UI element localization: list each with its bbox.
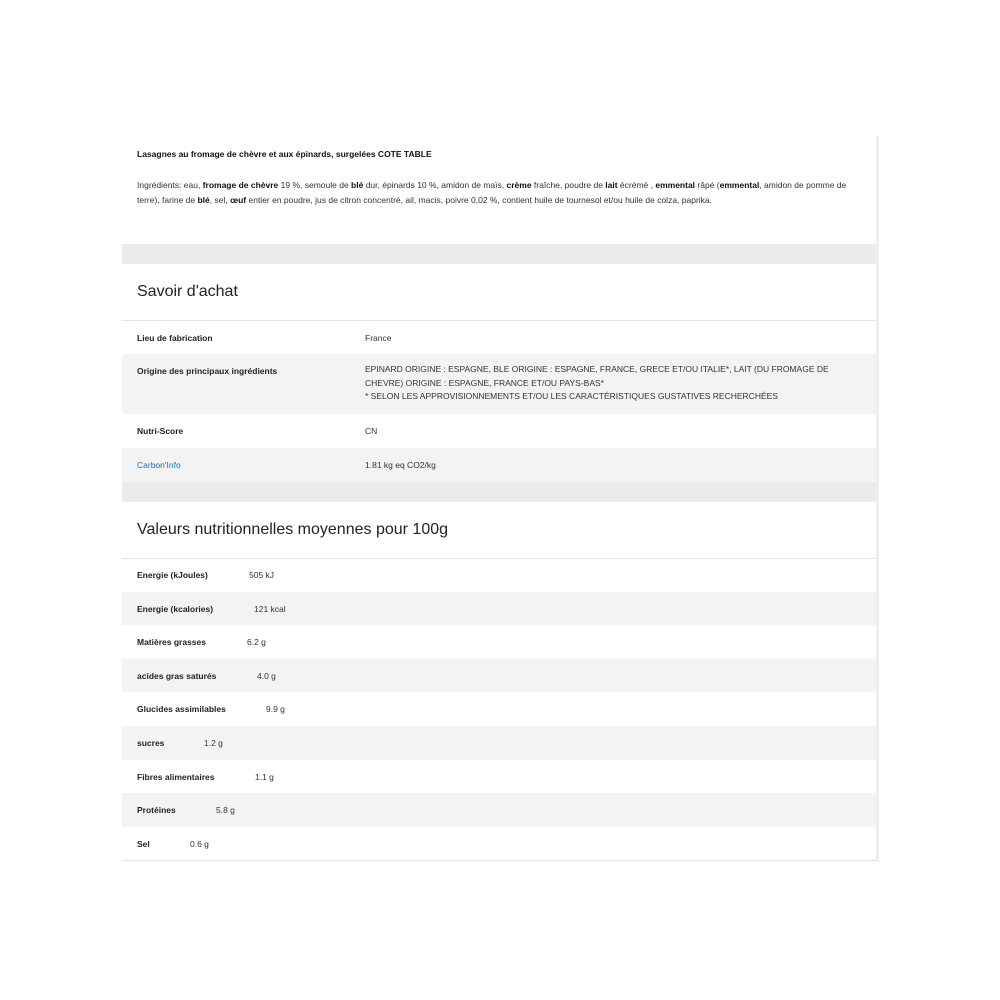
product-description — [122, 136, 876, 244]
savoir-row-label: Origine des principaux ingrédients — [137, 366, 278, 376]
allergen-ingredient: blé — [351, 180, 364, 190]
savoir-row-carboninfo — [122, 448, 876, 482]
ingredient-text: écrémé , — [617, 180, 656, 190]
savoir-row-value — [365, 363, 835, 404]
nutrition-row — [122, 659, 876, 693]
nutrition-row — [122, 592, 876, 626]
ingredient-text: , amidon de pomme de terre), farine de — [137, 180, 847, 205]
ingredients-label: Ingrédients: — [137, 180, 184, 190]
nutrition-row — [122, 692, 876, 726]
ingredients-text — [137, 178, 847, 208]
nutrient-label: Sel — [137, 838, 150, 849]
savoir-row-nutriscore — [122, 414, 876, 448]
nutrient-value: 4.0 g — [257, 670, 276, 681]
allergen-ingredient: fromage de chèvre — [202, 180, 279, 190]
allergen-ingredient: crème — [506, 180, 532, 190]
nutrient-label: Glucides assimilables — [137, 704, 226, 715]
ingredient-text: râpé ( — [695, 180, 720, 190]
savoir-row-lieu — [122, 321, 876, 354]
ingredient-text: fraîche, poudre de — [531, 180, 606, 190]
nutrient-label: Fibres alimentaires — [137, 771, 215, 782]
nutrient-label: Energie (kcalories) — [137, 603, 214, 614]
nutrient-value: 1.2 g — [204, 738, 223, 748]
nutrient-value: 505 kJ — [249, 570, 275, 580]
nutrition-row — [122, 793, 876, 827]
nutrient-label: sucres — [137, 738, 165, 748]
product-info-panel — [122, 136, 879, 862]
bottom-divider — [122, 860, 876, 861]
savoir-row-value: CN — [365, 426, 378, 436]
nutrition-row — [122, 726, 876, 760]
nutrient-value: 5.8 g — [216, 805, 235, 816]
origine-line: EPINARD ORIGINE : ESPAGNE, BLE ORIGINE : ESPAGNE, FRANCE, GRECE ET/OU ITALIE*, LAIT (DU FROMAGE DE CHEVRE) ORIGINE : ESPAGNE, FRANCE ET/OU PAYS-BAS* — [365, 364, 829, 388]
allergen-ingredient: blé — [197, 195, 210, 205]
savoir-achat-header — [122, 264, 876, 321]
section-divider — [122, 482, 876, 502]
nutrition-title: Valeurs nutritionnelles moyennes pour 100g — [137, 521, 449, 538]
allergen-ingredient: emmental — [655, 180, 696, 190]
nutrient-value: 6.2 g — [247, 637, 266, 648]
product-title: Lasagnes au fromage de chèvre et aux épinards, surgelées COTE TABLE — [137, 149, 432, 159]
ingredient-text: dur, épinards 10 %, amidon de maïs, — [363, 180, 507, 190]
ingredient-text: 19 %, semoule de — [278, 180, 352, 190]
carboninfo-link[interactable]: Carbon'Info — [137, 460, 181, 470]
allergen-ingredient: œuf — [230, 195, 247, 205]
savoir-achat-title: Savoir d'achat — [137, 283, 238, 300]
nutrient-label: Matières grasses — [137, 637, 206, 648]
origine-line: * SELON LES APPROVISIONNEMENTS ET/OU LES CARACTÉRISTIQUES GUSTATIVES RECHERCHÉES — [365, 391, 778, 401]
nutrition-header — [122, 502, 876, 559]
nutrient-value: 9.9 g — [266, 704, 285, 715]
section-divider — [122, 244, 876, 264]
savoir-row-origine — [122, 354, 876, 414]
nutrient-value: 121 kcal — [254, 603, 286, 614]
nutrition-row — [122, 760, 876, 794]
ingredient-text: , sel, — [209, 195, 231, 205]
savoir-row-label: Lieu de fabrication — [137, 333, 213, 343]
nutrition-row — [122, 558, 876, 592]
savoir-row-value: 1.81 kg eq CO2/kg — [365, 460, 436, 470]
nutrient-value: 1.1 g — [255, 771, 274, 782]
savoir-row-label: Nutri-Score — [137, 426, 184, 436]
nutrient-value: 0.6 g — [190, 838, 209, 849]
ingredients-list — [137, 180, 846, 205]
nutrition-row — [122, 625, 876, 659]
nutrient-label: acides gras saturés — [137, 670, 217, 681]
nutrient-label: Energie (kJoules) — [137, 570, 208, 580]
ingredient-text: eau, — [183, 180, 203, 190]
savoir-row-value: France — [365, 333, 392, 343]
ingredient-text: entier en poudre, jus de citron concentré, ail, macis, poivre 0,02 %, contient huile de tournesol et/ou huile de colza, paprika. — [246, 195, 713, 205]
nutrient-label: Protéines — [137, 805, 176, 816]
nutrition-row — [122, 827, 876, 861]
allergen-ingredient: lait — [605, 180, 618, 190]
allergen-ingredient: emmental — [719, 180, 760, 190]
